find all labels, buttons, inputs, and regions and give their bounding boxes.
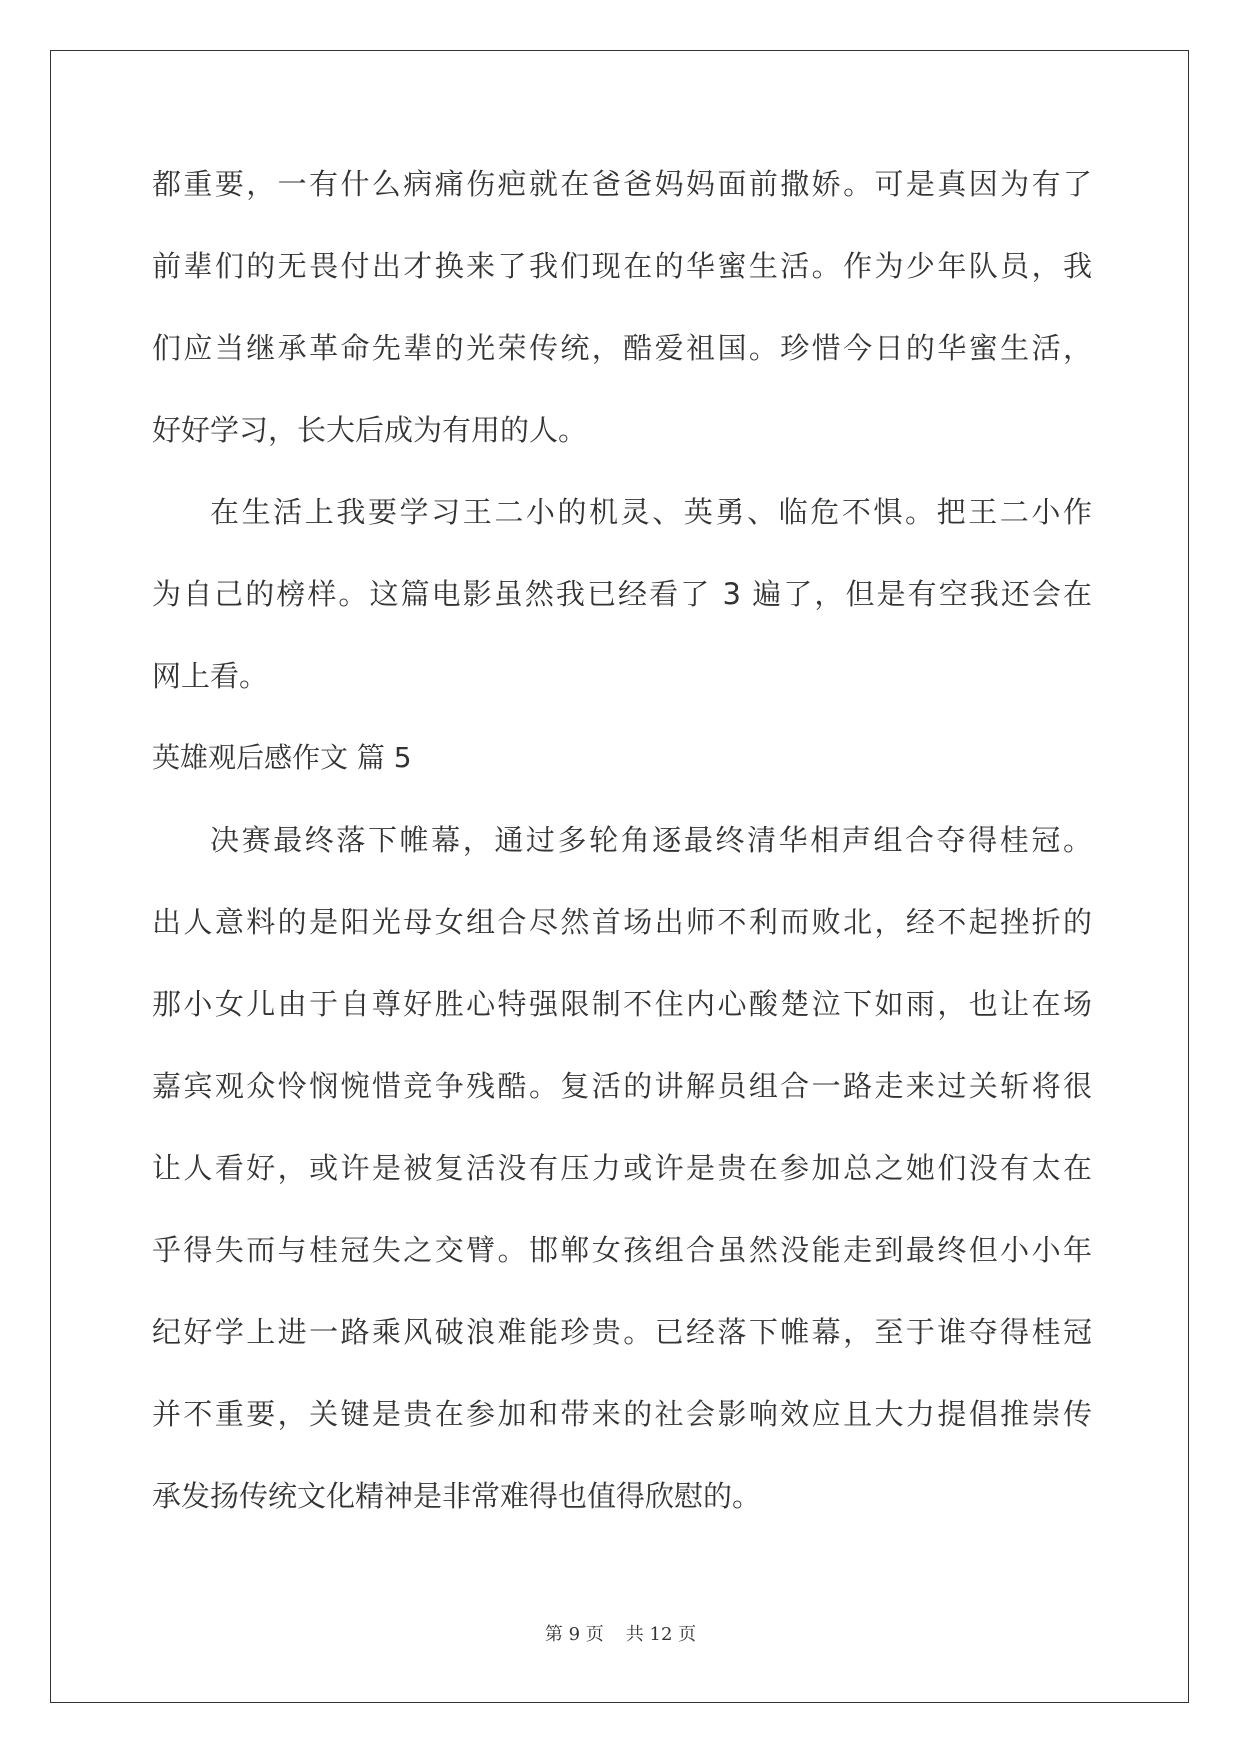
text-line: 网上看。	[152, 659, 269, 693]
page-total: 共 12 页	[625, 1624, 697, 1645]
text-line: 都重要，一有什么病痛伤疤就在爸爸妈妈面前撒娇。可是真因为有了	[152, 167, 1092, 201]
text-line: 嘉宾观众怜悯惋惜竞争残酷。复活的讲解员组合一路走来过关斩将很	[152, 1069, 1092, 1103]
paragraph-3	[152, 808, 1092, 1546]
text-line: 好好学习，长大后成为有用的人。	[152, 413, 588, 447]
text-line: 纪好学上进一路乘风破浪难能珍贵。已经落下帷幕，至于谁夺得桂冠	[152, 1315, 1092, 1349]
text-line: 前辈们的无畏付出才换来了我们现在的华蜜生活。作为少年队员，我	[152, 249, 1092, 283]
text-line: 让人看好，或许是被复活没有压力或许是贵在参加总之她们没有太在	[152, 1151, 1092, 1185]
text-line: 决赛最终落下帷幕，通过多轮角逐最终清华相声组合夺得桂冠。	[210, 823, 1092, 857]
text-line: 承发扬传统文化精神是非常难得也值得欣慰的。	[152, 1479, 762, 1513]
text-line: 为自己的榜样。这篇电影虽然我已经看了 3 遍了，但是有空我还会在	[152, 577, 1092, 611]
text-line: 出人意料的是阳光母女组合尽然首场出师不利而败北，经不起挫折的	[152, 905, 1092, 939]
document-body	[152, 152, 1092, 1546]
text-line: 那小女儿由于自尊好胜心特强限制不住内心酸楚泣下如雨，也让在场	[152, 987, 1092, 1021]
paragraph-2	[152, 480, 1092, 726]
page-number: 第 9 页	[544, 1624, 604, 1645]
page-footer	[0, 1620, 1241, 1646]
text-line: 乎得失而与桂冠失之交臂。邯郸女孩组合虽然没能走到最终但小小年	[152, 1233, 1092, 1267]
text-line: 在生活上我要学习王二小的机灵、英勇、临危不惧。把王二小作	[210, 495, 1092, 529]
text-line: 并不重要，关键是贵在参加和带来的社会影响效应且大力提倡推崇传	[152, 1397, 1092, 1431]
section-heading: 英雄观后感作文 篇 5	[152, 741, 412, 774]
paragraph-1	[152, 152, 1092, 480]
text-line: 们应当继承革命先辈的光荣传统，酷爱祖国。珍惜今日的华蜜生活，	[152, 331, 1092, 365]
